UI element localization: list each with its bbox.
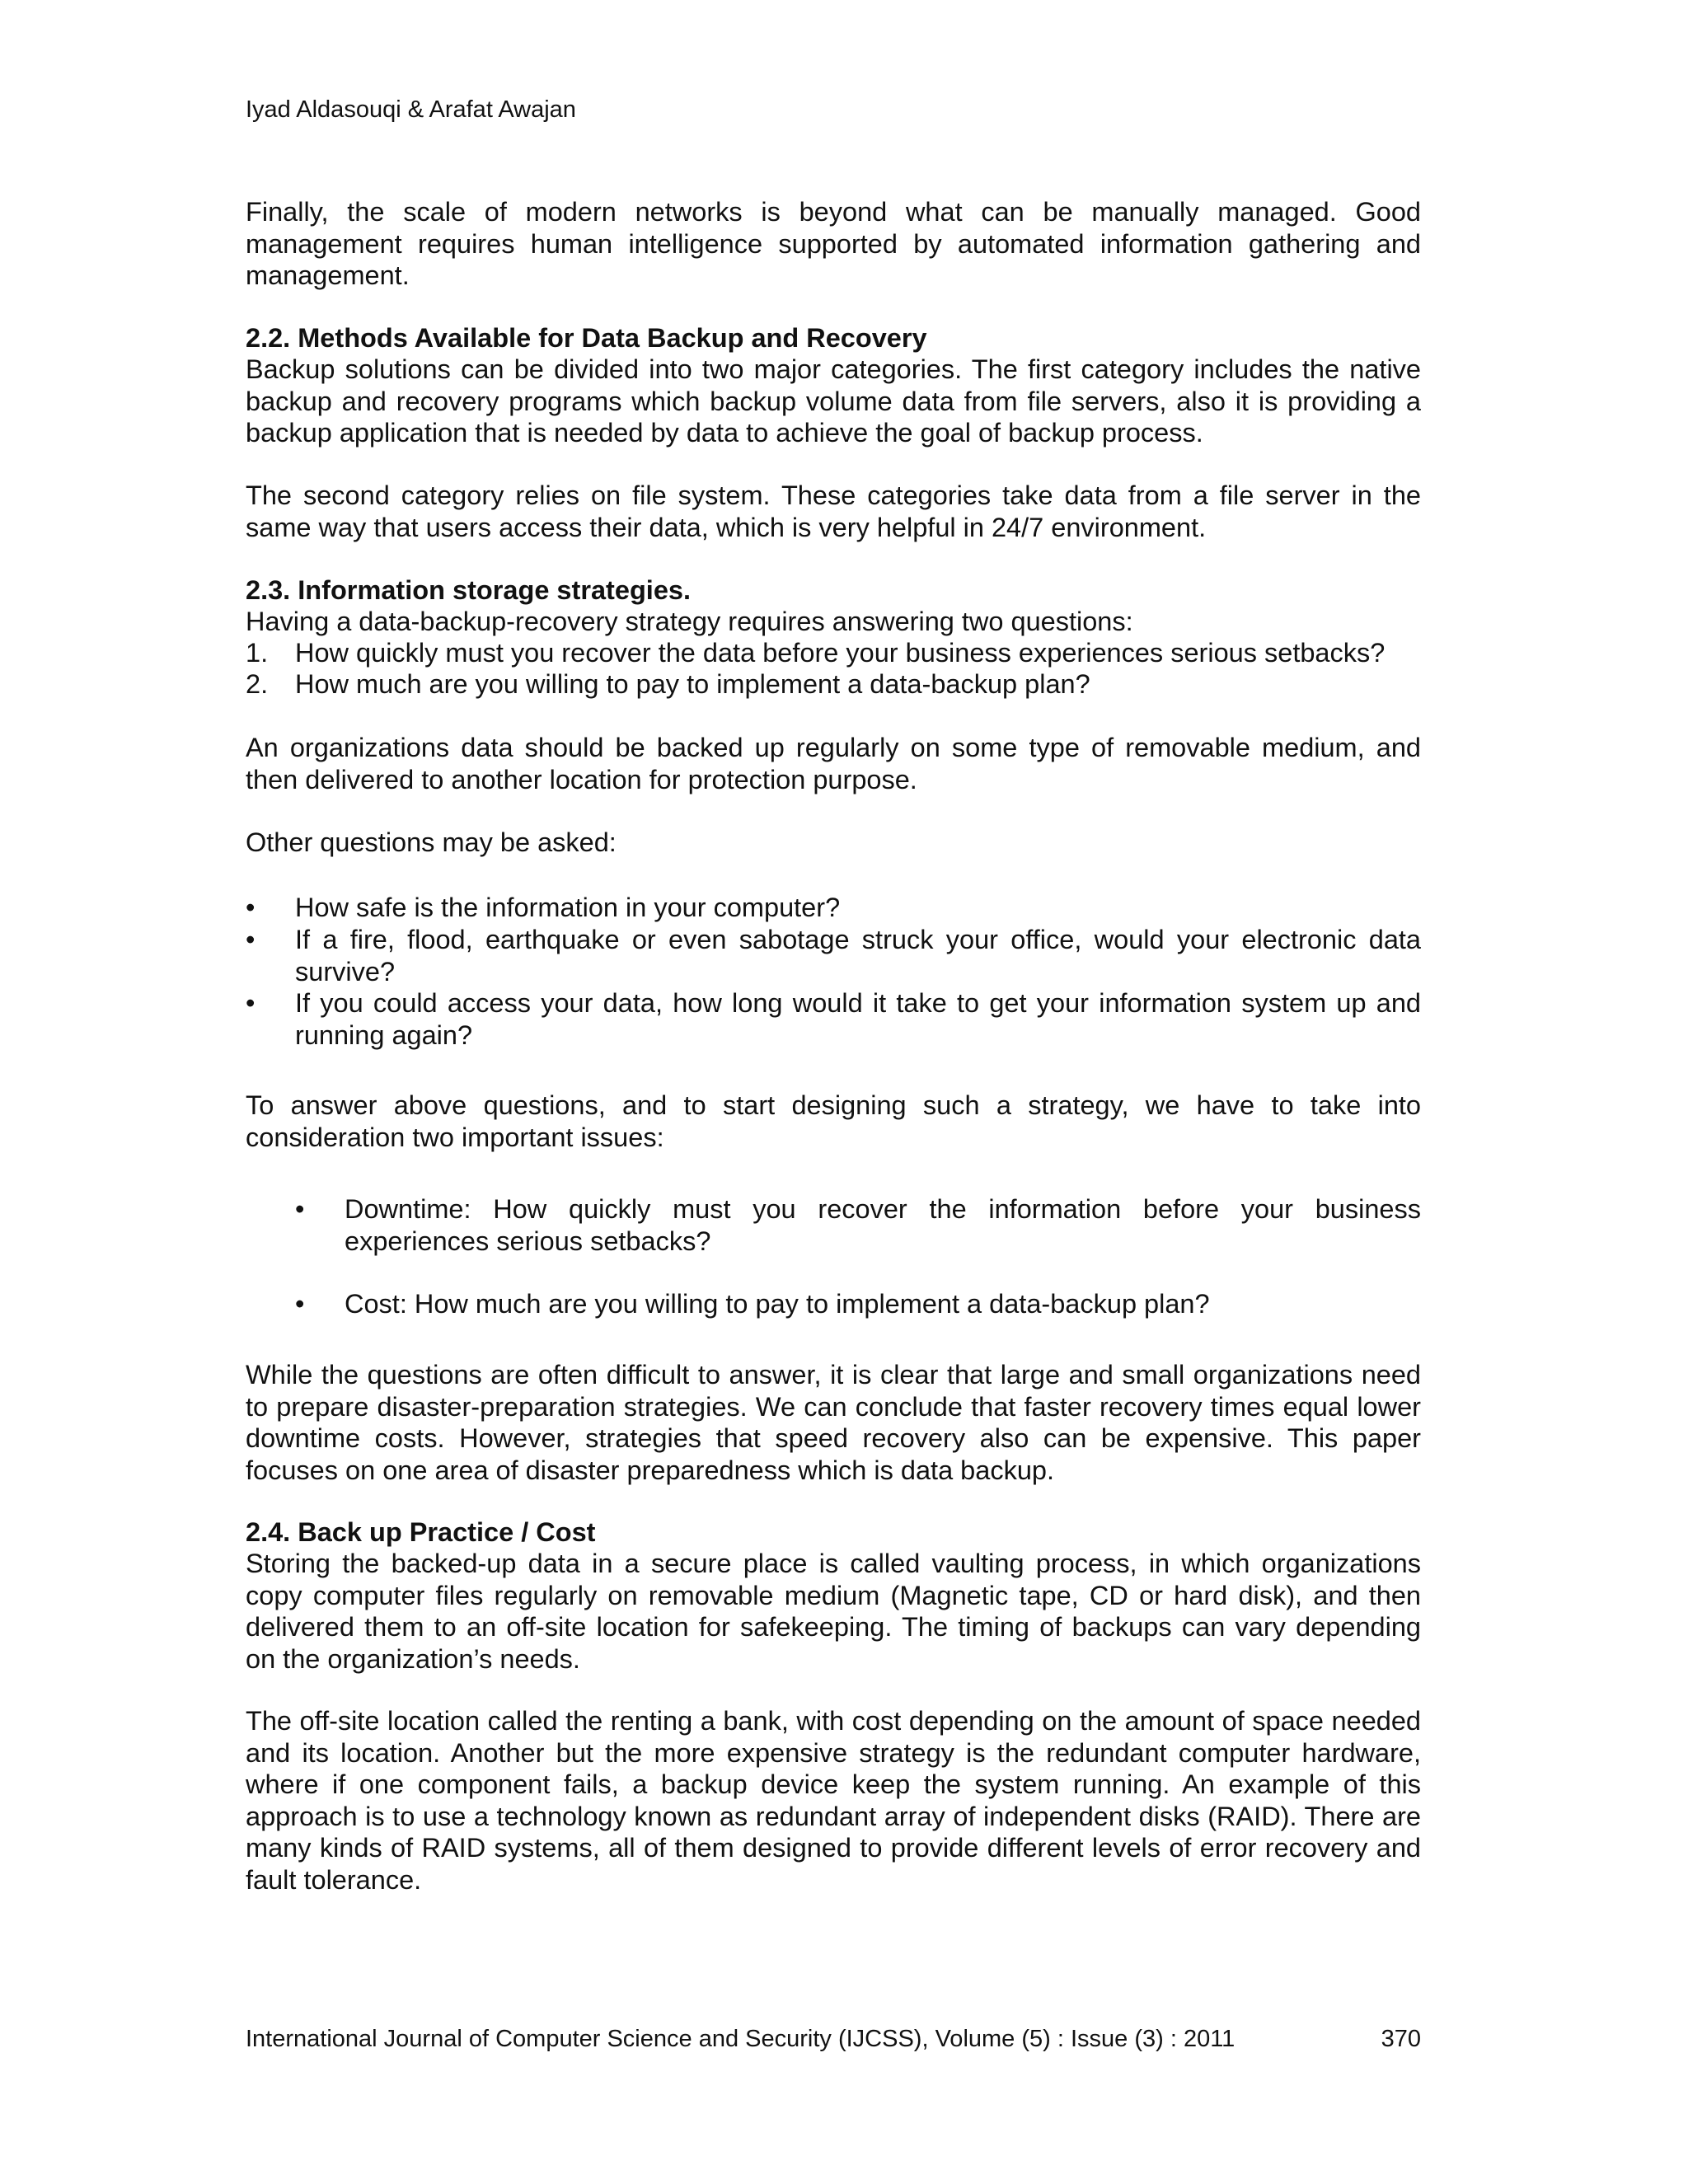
paragraph-backup-categories: Backup solutions can be divided into two major categories. The first category includes the native backup and recovery programs which backup volume data from file servers, also it is providing a backup application that is needed by data to achieve the goal of backup process.	[246, 354, 1421, 448]
paragraph-other-questions: Other questions may be asked:	[246, 827, 617, 857]
paragraph-organizations-data: An organizations data should be backed up regularly on some type of removable medium, and then delivered to another location for protection purpose.	[246, 733, 1421, 794]
bullet-marker: •	[295, 1194, 305, 1224]
bullet-marker: •	[295, 1289, 305, 1319]
page-number: 370	[1381, 2026, 1421, 2052]
paragraph-disaster-preparation: While the questions are often difficult to answer, it is clear that large and small organizations need to prepare disaster-preparation strategies. We can conclude that faster recovery times equal lower downtime costs. However, strategies that speed recovery also can be expensive. This paper focuses on one area of disaster preparedness which is data backup.	[246, 1360, 1421, 1485]
paragraph-vaulting: Storing the backed-up data in a secure place is called vaulting process, in which organizations copy computer files regularly on removable medium (Magnetic tape, CD or hard disk), and then delivered them to an off-site location for safekeeping. The timing of backups can vary depending on the organization’s needs.	[246, 1549, 1421, 1674]
paragraph-strategy-intro: Having a data-backup-recovery strategy requires answering two questions:	[246, 607, 1133, 636]
section-heading-2-2: 2.2. Methods Available for Data Backup and Recovery	[246, 323, 927, 353]
item-text: If a fire, flood, earthquake or even sabotage struck your office, would your electronic data survive?	[295, 925, 1421, 987]
item-number: 1.	[246, 638, 269, 668]
section-heading-2-3: 2.3. Information storage strategies.	[246, 575, 692, 605]
paragraph-networks-scale: Finally, the scale of modern networks is beyond what can be manually managed. Good management requires human intelligence supported by automated information gathering and management.	[246, 197, 1421, 290]
item-number: 2.	[246, 669, 269, 699]
bullet-marker: •	[246, 988, 256, 1018]
bullet-marker: •	[246, 893, 256, 922]
paragraph-answer-questions: To answer above questions, and to start designing such a strategy, we have to take into consideration two important issues:	[246, 1090, 1421, 1152]
item-text: How much are you willing to pay to implement a data-backup plan?	[295, 669, 1090, 699]
item-text: If you could access your data, how long would it take to get your information system up and running again?	[295, 988, 1421, 1050]
bullet-marker: •	[246, 925, 256, 954]
item-text: Downtime: How quickly must you recover the information before your business experiences serious setbacks?	[345, 1194, 1421, 1256]
journal-citation: International Journal of Computer Science and Security (IJCSS), Volume (5) : Issue (3) : 2011	[246, 2026, 1236, 2052]
item-text: Cost: How much are you willing to pay to implement a data-backup plan?	[345, 1289, 1210, 1319]
paragraph-second-category: The second category relies on file system. These categories take data from a file server in the same way that users access their data, which is very helpful in 24/7 environment.	[246, 480, 1421, 542]
item-text: How safe is the information in your computer?	[295, 893, 841, 922]
paragraph-off-site-location: The off-site location called the renting a bank, with cost depending on the amount of space needed and its location. Another but the more expensive strategy is the redundant computer hardware, where if one component fails, a backup device keep the system running. An example of this approach is to use a technology known as redundant array of independent disks (RAID). There are many kinds of RAID systems, all of them designed to provide different levels of error recovery and fault tolerance.	[246, 1706, 1421, 1895]
running-footer	[246, 2025, 1421, 2053]
item-text: How quickly must you recover the data before your business experiences serious setbacks?	[295, 638, 1386, 668]
section-heading-2-4: 2.4. Back up Practice / Cost	[246, 1517, 596, 1547]
running-header: Iyad Aldasouqi & Arafat Awajan	[246, 96, 576, 123]
